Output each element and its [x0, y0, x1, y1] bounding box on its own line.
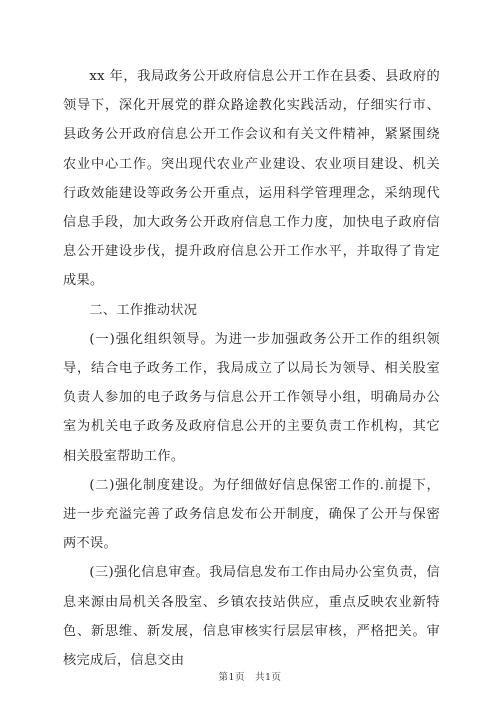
paragraph-system: (二)强化制度建设。为仔细做好信息保密工作的.前提下，进一步充溢完善了政务信息发布公开制度，确保了公开与保密两不误。 [63, 477, 440, 552]
page-number: 第1页 共1页 [218, 672, 282, 683]
paragraph-organization: (一)强化组织领导。为进一步加强政务公开工作的组织领导，结合电子政务工作，我局成立了以局长为领导、相关股室负责人参加的电子政务与信息公开工作领导小组，明确局办公室为机关电子政务及政府信息公开的主要负责工作机构，其它相关股室帮助工作。 [63, 331, 440, 464]
document-body [63, 62, 440, 675]
paragraph-intro: xx 年，我局政务公开政府信息公开工作在县委、县政府的领导下，深化开展党的群众路途教化实践活动，仔细实行市、县政务公开政府信息公开工作会议和有关文件精神，紧紧围绕农业中心工作。突出现代农业产业建设、农业项目建设、机关行政效能建设等政务公开重点，运用科学管理理念，采纳现代信息手段，加大政务公开政府信息工作力度，加快电子政府信息公开建设步伐，提升政府信息公开工作水平，并取得了肯定成果。 [63, 69, 440, 289]
paragraph-review: (三)强化信息审查。我局信息发布工作由局办公室负责，信息来源由局机关各股室、乡镇农技站供应，重点反映农业新特色、新思维、新发展，信息审核实行层层审核，严格把关。审核完成后，信息交由 [63, 565, 440, 669]
section-heading: 二、工作推动状况 [89, 302, 198, 318]
